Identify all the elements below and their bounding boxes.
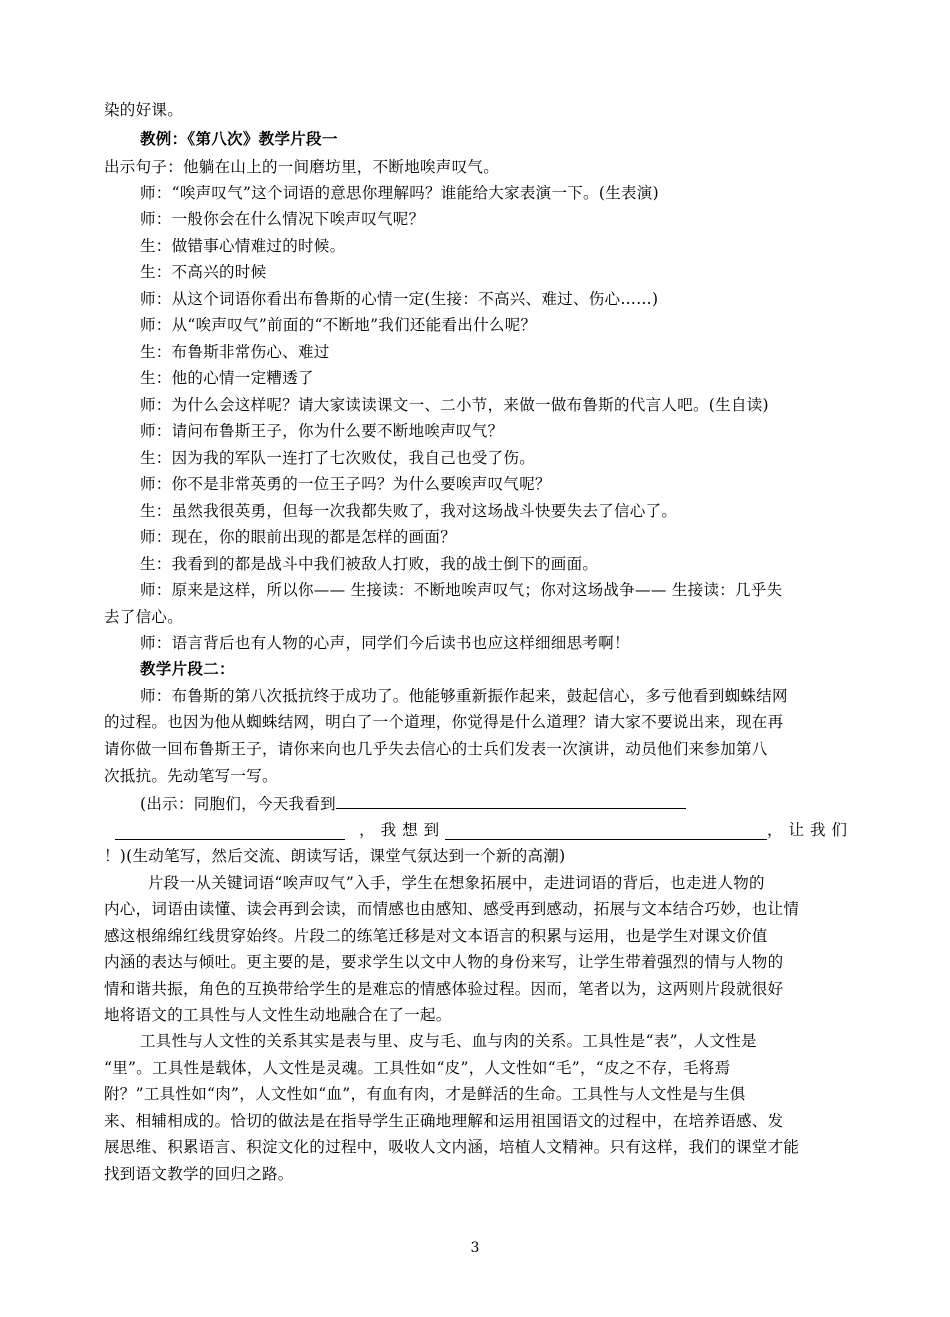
paragraph-line: 感这根绵绵红线贯穿始终。片段二的练笔迁移是对文本语言的积累与运用，也是学生对课文价值 [104,927,768,945]
page-number: 3 [470,1240,480,1256]
dialogue-line: 师：你不是非常英勇的一位王子吗？为什么要唉声叹气呢？ [140,475,551,493]
dialogue-line: 生：不高兴的时候 [140,263,267,281]
dialogue-line: 生：虽然我很英勇，但每一次我都失败了，我对这场战斗快要失去了信心了。 [140,502,678,520]
fill-in-line [115,820,853,840]
paragraph-line: 内心，词语由读懂、读会再到会读，而情感也由感知、感受再到感动，拓展与文本结合巧妙，也让情 [104,900,800,918]
blank-underline [445,824,767,840]
paragraph-line: 内涵的表达与倾吐。更主要的是，要求学生以文中人物的身份来写，让学生带着强烈的情与人物的 [104,953,784,971]
paragraph-line: 的过程。也因为他从蜘蛛结网，明白了一个道理，你觉得是什么道理？请大家不要说出来，现在再 [104,713,784,731]
dialogue-line: 师：从“唉声叹气”前面的“不断地”我们还能看出什么呢？ [140,316,537,334]
paragraph-line: 来、相辅相成的。恰切的做法是在指导学生正确地理解和运用祖国语文的过程中，在培养语感、发 [104,1112,784,1130]
dialogue-line: 去了信心。 [104,608,184,626]
dialogue-line: 师：请问布鲁斯王子，你为什么要不断地唉声叹气？ [140,422,504,440]
dialogue-line: 生：布鲁斯非常伤心、难过 [140,343,330,361]
fill-in-line: ！)(生动笔写，然后交流、朗读写话，课堂气氛达到一个新的高潮) [104,847,566,865]
paragraph-line: 附？”工具性如“肉”，人文性如“血”，有血有肉，才是鲜活的生命。工具性与人文性是与生俱 [104,1085,746,1103]
paragraph-line: 请你做一回布鲁斯王子，请你来向也几乎失去信心的士兵们发表一次演讲，动员他们来参加第八 [104,740,768,758]
blank-underline [115,824,345,840]
paragraph-line: “里”。工具性是载体，人文性是灵魂。工具性如“皮”，人文性如“毛”，“皮之不存，毛将焉 [104,1059,731,1077]
paragraph-line: 次抵抗。先动笔写一写。 [104,767,278,785]
dialogue-line: 生：做错事心情难过的时候。 [140,237,346,255]
paragraph-line: 工具性与人文性的关系其实是表与里、皮与毛、血与肉的关系。工具性是“表”，人文性是 [140,1032,757,1050]
paragraph-line: 片段一从关键词语“唉声叹气”入手，学生在想象拓展中，走进词语的背后，也走进人物的 [148,874,765,892]
dialogue-line: 师：现在，你的眼前出现的都是怎样的画面？ [140,528,457,546]
text-line: 出示句子：他躺在山上的一间磨坊里，不断地唉声叹气。 [104,158,500,176]
fill-in-prompt: ，我想到 [359,821,446,839]
blank-underline [336,793,686,809]
dialogue-line: 师：从这个词语你看出布鲁斯的心情一定(生接：不高兴、难过、伤心……) [140,290,659,308]
dialogue-line: 师：“唉声叹气”这个词语的意思你理解吗？谁能给大家表演一下。(生表演) [140,184,659,202]
dialogue-line: 师：一般你会在什么情况下唉声叹气呢？ [140,210,425,228]
paragraph-line: 情和谐共振，角色的互换带给学生的是难忘的情感体验过程。因而，笔者以为，这两则片段就很好 [104,980,784,998]
dialogue-line: 生：他的心情一定糟透了 [140,369,314,387]
text-line: 染的好课。 [104,101,184,119]
paragraph-line: 地将语文的工具性与人文性生动地融合在了一起。 [104,1006,452,1024]
fill-in-line [140,793,686,814]
paragraph-line: 找到语文教学的回归之路。 [104,1165,294,1183]
fill-in-prompt: (出示：同胞们，今天我看到 [140,795,336,813]
dialogue-line: 生：因为我的军队一连打了七次败仗，我自己也受了伤。 [140,449,536,467]
dialogue-line: 师：为什么会这样呢？请大家读读课文一、二小节，来做一做布鲁斯的代言人吧。(生自读) [140,396,769,414]
paragraph-line: 师：布鲁斯的第八次抵抗终于成功了。他能够重新振作起来，鼓起信心，多亏他看到蜘蛛结网 [140,687,788,705]
section-heading: 教例：《第八次》教学片段一 [140,129,338,148]
fill-in-prompt: ，让我们 [766,821,853,839]
dialogue-line: 师：语言背后也有人物的心声，同学们今后读书也应这样细细思考啊！ [140,634,630,652]
dialogue-line: 师：原来是这样，所以你—— 生接读：不断地唉声叹气；你对这场战争—— 生接读：几乎失 [140,581,783,599]
section-heading: 教学片段二： [140,659,235,678]
paragraph-line: 展思维、积累语言、积淀文化的过程中，吸收人文内涵，培植人文精神。只有这样，我们的课堂才能 [104,1138,800,1156]
dialogue-line: 生：我看到的都是战斗中我们被敌人打败，我的战士倒下的画面。 [140,555,599,573]
